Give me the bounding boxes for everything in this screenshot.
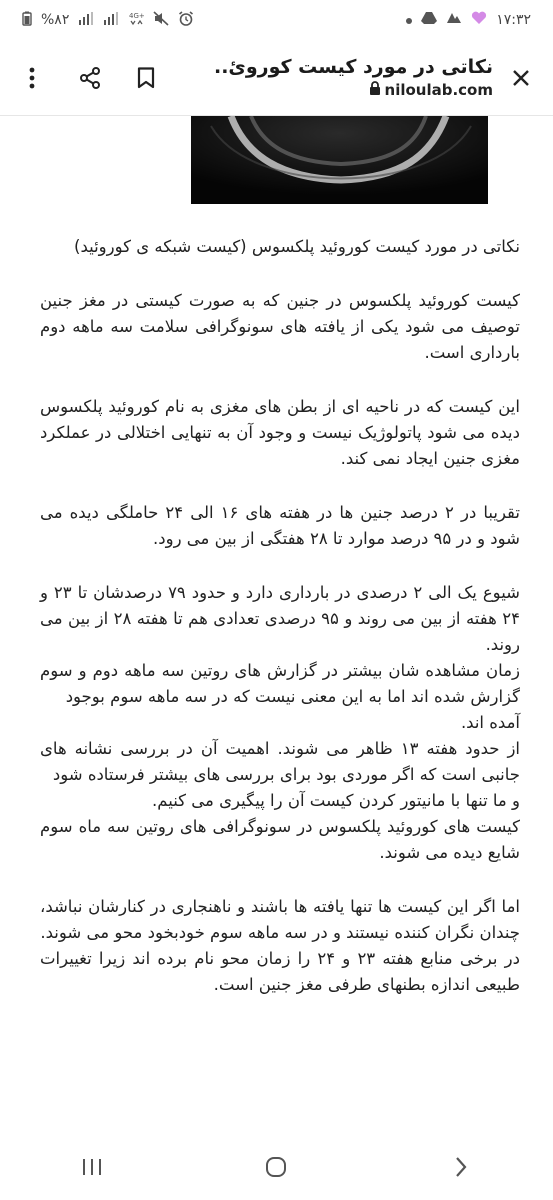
more-options-button[interactable] — [12, 58, 52, 98]
share-button[interactable] — [70, 58, 110, 98]
article-body — [40, 234, 520, 998]
url-row — [369, 80, 493, 99]
recents-icon — [81, 1158, 103, 1176]
home-button[interactable] — [236, 1142, 316, 1192]
status-left — [22, 11, 194, 30]
battery-level: %۸۲ — [41, 12, 70, 28]
home-icon — [265, 1156, 287, 1178]
bookmark-icon — [137, 67, 155, 89]
paragraph-4a: شیوع یک الی ۲ درصدی در بارداری دارد و حدود ۷۹ درصدشان تا ۲۳ و ۲۴ هفته از بین می روند و ۹۵ درصدی تعدادی هم تا هفته ۲۸ از بین می روند. — [40, 583, 521, 654]
drive-icon — [421, 11, 437, 29]
paragraph-4f: کیست های کوروئید پلکسوس در سونوگرافی های روتین سه ماه سوم شایع دیده می شوند. — [40, 817, 520, 862]
status-bar — [0, 0, 553, 40]
paragraph-4d: از حدود هفته ۱۳ ظاهر می شوند. اهمیت آن در بررسی نشانه های جانبی است که اگر موردی بود برای بررسی های بیشتر فرستاده شود — [40, 739, 520, 784]
page-content[interactable] — [0, 116, 553, 1134]
browser-toolbar — [0, 40, 553, 116]
paragraph-3: تقریبا در ۲ درصد جنین ها در هفته های ۱۶ الی ۲۴ حاملگی دیده می شود و در ۹۵ درصد موارد تا ۲۸ هفتگی از بین می رود. — [40, 503, 520, 548]
bookmark-button[interactable] — [126, 58, 166, 98]
paragraph-4c: آمده اند. — [460, 713, 520, 732]
ultrasound-image — [191, 116, 488, 204]
close-tab-button[interactable] — [501, 58, 541, 98]
paragraph-4b: زمان مشاهده شان بیشتر در گزارش های روتین سه ماهه دوم و سوم گزارش شده اند اما به این معنی نیست که در سه ماهه سوم بوجود — [40, 661, 520, 706]
paragraph-4e: و ما تنها با مانیتور کردن کیست آن را پیگیری می کنیم. — [151, 791, 520, 810]
app-notification-icon — [446, 11, 462, 29]
back-button[interactable] — [421, 1142, 501, 1192]
article-heading: نکاتی در مورد کیست کوروئید پلکسوس (کیست شبکه ی کوروئید) — [74, 237, 520, 256]
recents-button[interactable] — [52, 1142, 132, 1192]
paragraph-5b: در برخی منابع هفته ۲۳ و ۲۴ را زمان محو نام برده اند زیرا تغییرات طبیعی اندازه بطنهای طرفی مغز جنین است. — [40, 949, 520, 994]
network-4g-icon — [128, 11, 144, 30]
mute-icon — [153, 11, 169, 30]
share-icon — [78, 66, 102, 90]
paragraph-2: این کیست که در ناحیه ای از بطن های مغزی به نام کوروئید پلکسوس دیده می شود پاتولوژیک نیست و وجود آن به تنهایی اختلالی در عملکرد مغزی جنین ایجاد نمی کند. — [40, 397, 520, 468]
battery-icon — [22, 11, 32, 30]
status-right — [406, 11, 531, 29]
alarm-icon — [178, 11, 194, 30]
close-icon — [512, 69, 530, 87]
address-title-block[interactable] — [166, 56, 501, 99]
paragraph-5a: اما اگر این کیست ها تنها یافته ها باشند و ناهنجاری در کنارشان نباشد، چندان نگران کننده نیستند و در سه ماهه سوم خودبخود محو می شوند. — [40, 897, 520, 942]
lock-icon — [369, 80, 381, 99]
signal-icon — [78, 12, 94, 29]
system-nav-bar — [0, 1134, 553, 1200]
signal-icon-2 — [103, 12, 119, 29]
more-vert-icon — [29, 67, 35, 89]
clock-time: ۱۷:۳۲ — [496, 12, 531, 28]
paragraph-1: کیست کوروئید پلکسوس در جنین که به صورت کیستی در مغز جنین توصیف می شود یکی از یافته های سونوگرافی سلامت سه ماهه دوم بارداری است. — [40, 291, 520, 362]
page-title: نکاتی در مورد کیست کوروئ.. — [214, 56, 493, 78]
url-domain: niloulab.com — [384, 80, 493, 99]
svg-text:4G+: 4G+ — [129, 11, 145, 20]
heart-icon — [471, 11, 487, 29]
notification-dot-icon — [406, 12, 412, 28]
back-icon — [454, 1156, 468, 1178]
